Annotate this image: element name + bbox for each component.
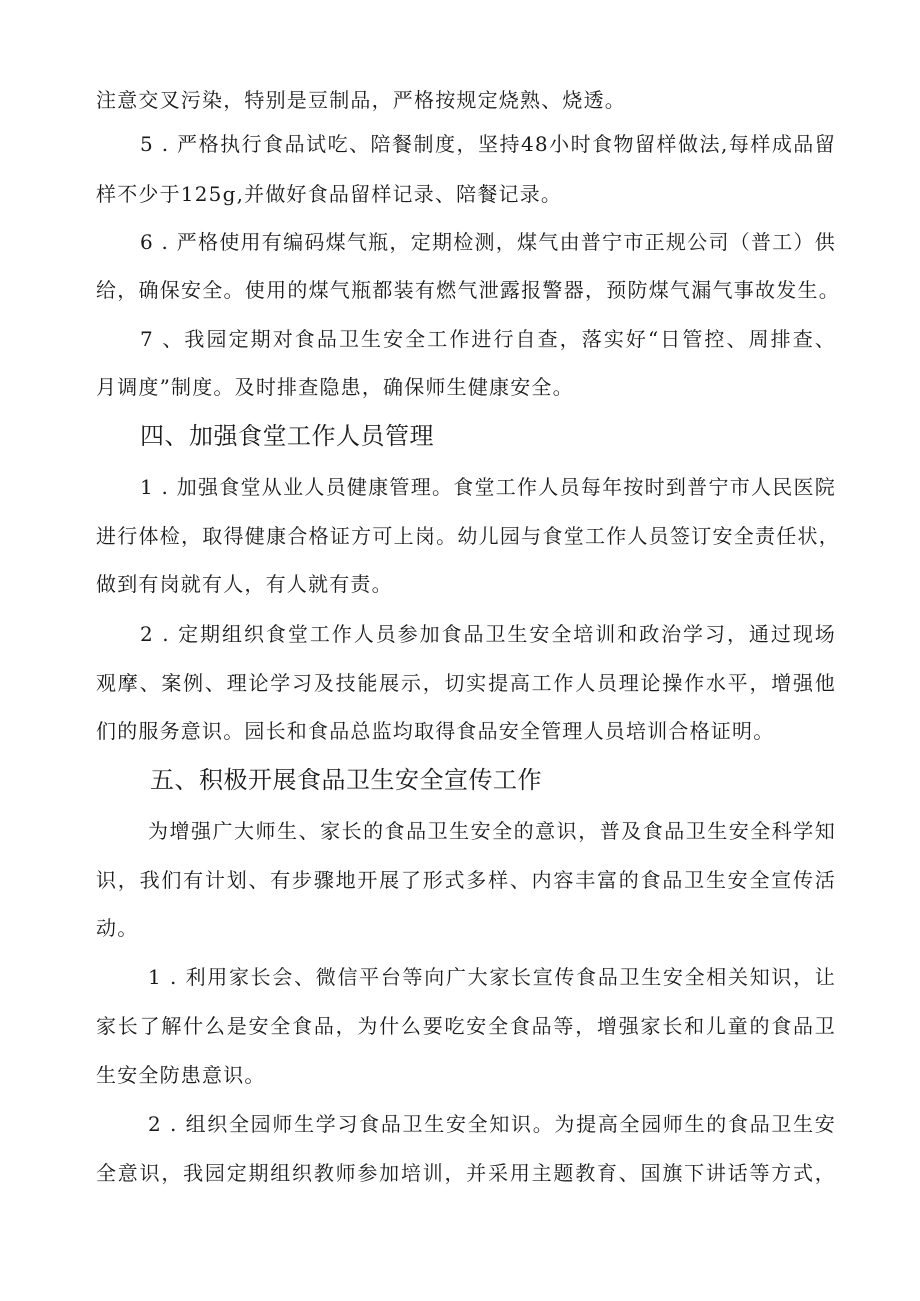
section-5-item-1-line-1: 1 . 利用家长会、微信平台等向广大家长宣传食品卫生安全相关知识，让 (148, 965, 836, 989)
item-7-line-1: 7 、我园定期对食品卫生安全工作进行自查，落实好“日管控、周排查、 (140, 327, 836, 351)
section-4-item-2-line-2: 观摩、案例、理论学习及技能展示，切实提高工作人员理论操作水平，增强他 (96, 671, 836, 695)
item-5-line-1: 5 . 严格执行食品试吃、陪餐制度，坚持48小时食物留样做法,每样成品留 (140, 132, 836, 156)
item-6-line-2: 给，确保安全。使用的煤气瓶都装有燃气泄露报警器，预防煤气漏气事故发生。 (96, 278, 840, 302)
section-5-item-1-line-3: 生安全防患意识。 (96, 1063, 266, 1087)
item-6-line-1: 6 . 严格使用有编码煤气瓶，定期检测，煤气由普宁市正规公司（普工）供 (140, 230, 836, 254)
item-7-line-2: 月调度”制度。及时排查隐患，确保师生健康安全。 (96, 375, 574, 399)
section-4-item-1-line-2: 进行体检，取得健康合格证方可上岗。幼儿园与食堂工作人员签订安全责任状， (96, 524, 840, 548)
section-5-heading: 五、积极开展食品卫生安全宣传工作 (150, 766, 542, 794)
section-4-item-2-line-3: 们的服务意识。园长和食品总监均取得食品安全管理人员培训合格证明。 (96, 719, 775, 743)
section-5-item-1-line-2: 家长了解什么是安全食品，为什么要吃安全食品等，增强家长和儿童的食品卫 (96, 1014, 836, 1038)
section-4-heading: 四、加强食堂工作人员管理 (140, 422, 434, 450)
paragraph-continuation-line: 注意交叉污染，特别是豆制品，严格按规定烧熟、烧透。 (96, 88, 626, 112)
section-5-item-2-line-1: 2 . 组织全园师生学习食品卫生安全知识。为提高全园师生的食品卫生安 (148, 1112, 836, 1136)
section-5-item-2-line-2: 全意识，我园定期组织教师参加培训，并采用主题教育、国旗下讲话等方式， (96, 1161, 836, 1185)
section-4-item-1-line-3: 做到有岗就有人，有人就有责。 (96, 572, 393, 596)
section-5-intro-line-2: 识，我们有计划、有步骤地开展了形式多样、内容丰富的食品卫生安全宣传活 (96, 868, 836, 892)
section-5-intro-line-3: 动。 (96, 916, 139, 940)
item-5-line-2: 样不少于125g,并做好食品留样记录、陪餐记录。 (96, 182, 563, 206)
section-4-item-2-line-1: 2 . 定期组织食堂工作人员参加食品卫生安全培训和政治学习，通过现场 (140, 622, 836, 646)
section-4-item-1-line-1: 1 . 加强食堂从业人员健康管理。食堂工作人员每年按时到普宁市人民医院 (140, 475, 836, 499)
section-5-intro-line-1: 为增强广大师生、家长的食品卫生安全的意识，普及食品卫生安全科学知 (148, 819, 836, 843)
